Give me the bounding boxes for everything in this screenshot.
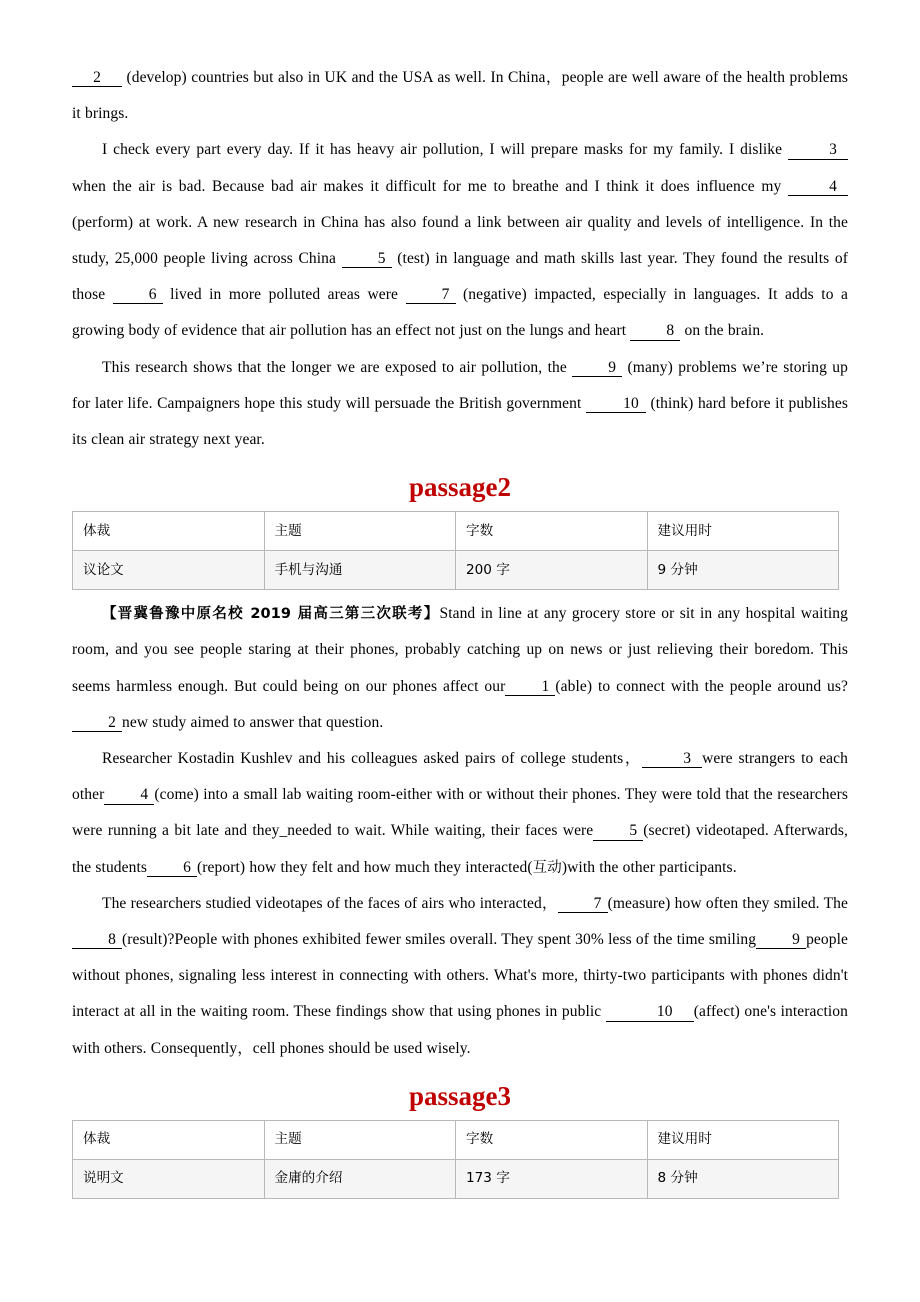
table-cell-suggested-time: 8 分钟 [647, 1159, 839, 1198]
p1-para2-seg3: (perform) at work. A new research in China has also found a link between air quality and levels of intelligence. In the study, 25,000 people living across China [72, 213, 848, 268]
paragraph-p1-research [72, 350, 848, 459]
p2-para3-seg1: The researchers studied videotapes of the faces of airs who interacted， [102, 894, 558, 912]
paragraph-p2-intro [72, 596, 848, 741]
blank-p2-9[interactable]: 9 [756, 932, 806, 949]
p2-para2-seg5: (report) how they felt and how much they interacted( [197, 858, 533, 876]
blank-10[interactable]: 10 [586, 396, 646, 413]
interaction-gloss: 互动 [532, 859, 562, 876]
blank-3[interactable]: 3 [788, 142, 848, 159]
table-cell-wordcount: 173 字 [456, 1159, 648, 1198]
passage3-title: passage3 [408, 1080, 511, 1111]
table-cell-wordcount: 200 字 [456, 551, 648, 590]
p2-para3-seg2: (measure) how often they smiled. The [607, 894, 848, 912]
table-header-wordcount: 字数 [456, 1120, 648, 1159]
p1-para2-seg5: lived in more polluted areas were [162, 286, 406, 304]
table-header-row [73, 1120, 839, 1159]
p2-para3-seg3: (result)?People with phones exhibited fewer smiles overall. They spent 30% less of the time smiling [122, 931, 757, 949]
p2-para2-seg6: )with the other participants. [561, 858, 737, 876]
blank-8[interactable]: 8 [630, 323, 680, 340]
table-header-genre: 体裁 [73, 512, 265, 551]
p1-para2-seg4: (test) in language and math skills last year. They found the results of those [72, 250, 848, 304]
table-header-wordcount: 字数 [456, 512, 648, 551]
table-header-suggested-time: 建议用时 [647, 1120, 839, 1159]
p1-para2-seg2: when the air is bad. Because bad air makes it difficult for me to breathe and I think it does influence my [72, 177, 788, 195]
p2-para2-seg2: were strangers to each other [72, 750, 848, 804]
p2-para1-seg1: Stand in line at any grocery store or sit in any hospital waiting room, and you see people staring at their phones, probably catching up on news or just relieving their boredom. This seems harmless enough. But could being on our phones affect our [72, 605, 848, 695]
table-cell-topic: 手机与沟通 [264, 551, 456, 590]
table-row [73, 1159, 839, 1198]
passage3-info-table [72, 1120, 839, 1199]
blank-p2-6[interactable]: 6 [147, 860, 197, 877]
blank-p2-10[interactable]: 10 [606, 1004, 694, 1021]
table-header-genre: 体裁 [73, 1120, 265, 1159]
blank-7[interactable]: 7 [406, 287, 456, 304]
p2-para2-seg4: (secret) videotaped. Afterwards, the students [72, 822, 848, 876]
paragraph-p1-continued [72, 60, 848, 132]
p1-para3-seg3: (think) hard before it publishes its clean air strategy next year. [72, 394, 849, 449]
p2-para3-seg5: (affect) one's interaction with others. Consequently，cell phones should be used wisely. [72, 1003, 849, 1057]
blank-p2-4[interactable]: 4 [104, 787, 154, 804]
blank-4[interactable]: 4 [788, 179, 848, 196]
p1-para2-seg6: (negative) impacted, especially in languages. It adds to a growing body of evidence that air pollution has an effect not just on the lungs and heart [72, 286, 848, 340]
p1-para2-seg7: on the brain. [680, 322, 765, 340]
p1-para3-seg2: (many) problems we’re storing up for later life. Campaigners hope this study will persuade the British government [72, 358, 848, 412]
paragraph-p2-researcher [72, 741, 848, 886]
p1-para2-seg1: I check every part every day. If it has heavy air pollution, I will prepare masks for my family. I dislike [102, 141, 788, 159]
blank-p2-7[interactable]: 7 [558, 896, 608, 913]
p1-para1-text: (develop) countries but also in UK and the USA as well. In China，people are well aware of the health problems it brings. [72, 69, 848, 123]
p2-para3-seg4: people without phones, signaling less interest in connecting with others. What's more, thirty-two participants with phones didn't interact at all in the waiting room. These findings show that using phones in public [72, 931, 848, 1021]
blank-9[interactable]: 9 [572, 360, 622, 377]
blank-p2-1[interactable]: 1 [505, 679, 555, 696]
passage2-title: passage2 [408, 472, 511, 503]
table-header-row [73, 512, 839, 551]
table-header-topic: 主题 [264, 1120, 456, 1159]
blank-p2-8[interactable]: 8 [72, 932, 122, 949]
page-content [72, 60, 848, 1205]
table-row [73, 551, 839, 590]
p2-para1-seg2: (able) to connect with the people around us? [555, 677, 848, 695]
table-header-topic: 主题 [264, 512, 456, 551]
blank-p2-3[interactable]: 3 [642, 751, 702, 768]
p2-para2-seg1: Researcher Kostadin Kushlev and his colleagues asked pairs of college students， [102, 750, 643, 768]
table-header-suggested-time: 建议用时 [647, 512, 839, 551]
passage2-info-table [72, 511, 839, 590]
paragraph-p1-check [72, 132, 848, 349]
table-cell-suggested-time: 9 分钟 [647, 551, 839, 590]
table-cell-genre: 说明文 [73, 1159, 265, 1198]
blank-6[interactable]: 6 [113, 287, 163, 304]
blank-2[interactable]: 2 [72, 70, 122, 87]
p2-para2-seg3: (come) into a small lab waiting room-either with or without their phones. They were told that the researchers were running a bit late and they_needed to wait. While waiting, their faces were [72, 786, 848, 840]
blank-5[interactable]: 5 [342, 251, 392, 268]
blank-p2-5[interactable]: 5 [593, 823, 643, 840]
paragraph-p2-results [72, 886, 848, 1067]
blank-p2-2[interactable]: 2 [72, 715, 122, 732]
p1-para3-seg1: This research shows that the longer we are exposed to air pollution, the [102, 358, 573, 376]
table-cell-topic: 金庸的介绍 [264, 1159, 456, 1198]
source-tag: 【晋冀鲁豫中原名校 2019 届高三第三次联考】 [102, 606, 440, 623]
table-cell-genre: 议论文 [73, 551, 265, 590]
p2-para1-seg3: new study aimed to answer that question. [122, 713, 384, 731]
